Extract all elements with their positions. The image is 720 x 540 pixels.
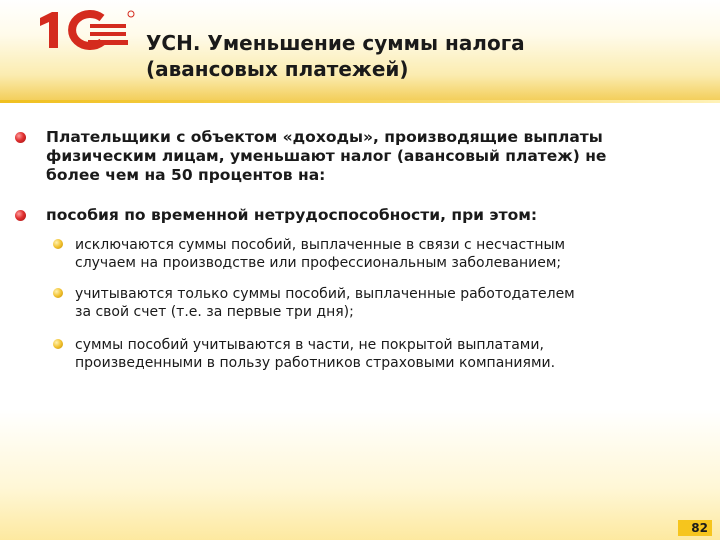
- bullet-line: физическим лицам, уменьшают налог (авансовый платеж) не: [46, 147, 607, 165]
- yellow-sphere-bullet-icon: [53, 339, 63, 349]
- page-number: 82: [691, 521, 708, 535]
- yellow-sphere-bullet-icon: [53, 239, 63, 249]
- sub-bullet-line: исключаются суммы пособий, выплаченные в связи с несчастным: [75, 237, 566, 253]
- sub-bullet-line: за свой счет (т.е. за первые три дня);: [75, 304, 354, 320]
- slide-footer: [0, 410, 720, 540]
- 1c-logo-icon: [36, 8, 136, 52]
- red-sphere-bullet-icon: [15, 210, 26, 221]
- sub-bullet-line: учитываются только суммы пособий, выплаченные работодателем: [75, 286, 575, 302]
- sub-bullet-item: [75, 285, 705, 321]
- bullet-line: Плательщики с объектом «доходы», производящие выплаты: [46, 128, 603, 146]
- sub-bullet-line: произведенными в пользу работников страховыми компаниями.: [75, 355, 556, 371]
- red-sphere-bullet-icon: [15, 132, 26, 143]
- slide-title: [146, 30, 525, 82]
- sub-bullet-line: случаем на производстве или профессиональным заболеванием;: [75, 255, 562, 271]
- bullet-line: более чем на 50 процентов на:: [46, 166, 326, 184]
- sub-bullet-item: [75, 336, 705, 372]
- header-divider: [0, 100, 720, 103]
- sub-bullet-line: суммы пособий учитываются в части, не покрытой выплатами,: [75, 337, 544, 353]
- bullet-item: [46, 206, 706, 225]
- yellow-sphere-bullet-icon: [53, 288, 63, 298]
- bullet-line: пособия по временной нетрудоспособности, при этом:: [46, 206, 538, 224]
- sub-bullet-item: [75, 236, 705, 272]
- bullet-item: [46, 128, 706, 185]
- title-line-1: УСН. Уменьшение суммы налога: [146, 31, 525, 55]
- title-line-2: (авансовых платежей): [146, 57, 409, 81]
